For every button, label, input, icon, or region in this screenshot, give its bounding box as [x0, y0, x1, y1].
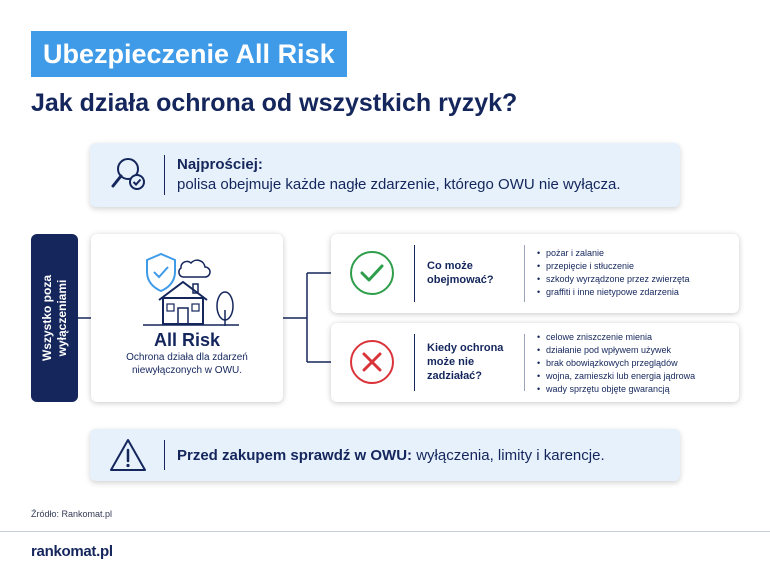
covered-card: [331, 234, 739, 313]
footer-divider: [0, 531, 770, 532]
summary-heading: Najprościej:: [177, 156, 263, 173]
summary-box: [90, 143, 680, 207]
covered-separator: [524, 245, 525, 302]
side-label-line1: Wszystko poza: [39, 274, 54, 362]
badge-text: Ubezpieczenie All Risk: [43, 38, 335, 69]
exclusions-divider: [414, 334, 415, 391]
summary-body: polisa obejmuje każde nagłe zdarzenie, którego OWU nie wyłącza.: [177, 176, 621, 193]
house-shield-icon: [131, 248, 243, 333]
warning-text: [177, 447, 605, 464]
side-label-line2: wyłączeniami: [54, 279, 69, 357]
list-item: • wojna, zamieszki lub energia jądrowa: [537, 370, 695, 383]
exclusions-separator: [524, 334, 525, 391]
exclusions-question-line2: może nie: [427, 356, 475, 368]
magnifier-check-icon: [98, 143, 158, 207]
exclusions-question: [427, 341, 503, 383]
covered-divider: [414, 245, 415, 302]
covered-question-line2: obejmować?: [427, 274, 494, 286]
list-item: • brak obowiązkowych przeglądów: [537, 357, 695, 370]
summary-text: [177, 155, 621, 195]
warning-strong: Przed zakupem sprawdź w OWU:: [177, 446, 413, 464]
all-risk-description: Ochrona działa dla zdarzeń niewyłączonych w OWU.: [126, 352, 248, 376]
all-risk-card: [91, 234, 283, 402]
list-item: • działanie pod wpływem używek: [537, 344, 695, 357]
title-badge: [31, 31, 347, 77]
list-item: • celowe zniszczenie mienia: [537, 331, 695, 344]
list-item: • graffiti i inne nietypowe zdarzenia: [537, 286, 690, 299]
checkmark-icon: [348, 249, 396, 297]
warning-body: wyłączenia, limity i karencje.: [412, 446, 605, 464]
list-item: • przepięcie i stłuczenie: [537, 260, 690, 273]
page-title: Jak działa ochrona od wszystkich ryzyk?: [31, 89, 518, 117]
all-risk-title: All Risk: [153, 330, 221, 350]
cross-icon: [348, 338, 396, 386]
warning-icon: [98, 429, 158, 481]
list-item: • szkody wyrządzone przez zwierzęta: [537, 273, 690, 286]
side-label-text: [40, 275, 70, 361]
exclusions-question-line3: zadziałać?: [427, 370, 483, 382]
source-note: Źródło: Rankomat.pl: [31, 509, 113, 519]
list-item: • pożar i zalanie: [537, 247, 690, 260]
list-item: • wady sprzętu objęte gwarancją: [537, 383, 695, 396]
summary-divider: [164, 155, 165, 195]
covered-question: [427, 259, 494, 287]
warning-divider: [164, 440, 165, 470]
side-label: [31, 234, 78, 402]
covered-question-line1: Co może: [427, 260, 473, 272]
brand-logo: rankomat.pl: [31, 543, 113, 560]
exclusions-question-line1: Kiedy ochrona: [427, 342, 504, 354]
covered-list: [537, 247, 690, 299]
exclusions-card: [331, 323, 739, 402]
warning-box: [90, 429, 680, 481]
exclusions-list: [537, 331, 695, 396]
